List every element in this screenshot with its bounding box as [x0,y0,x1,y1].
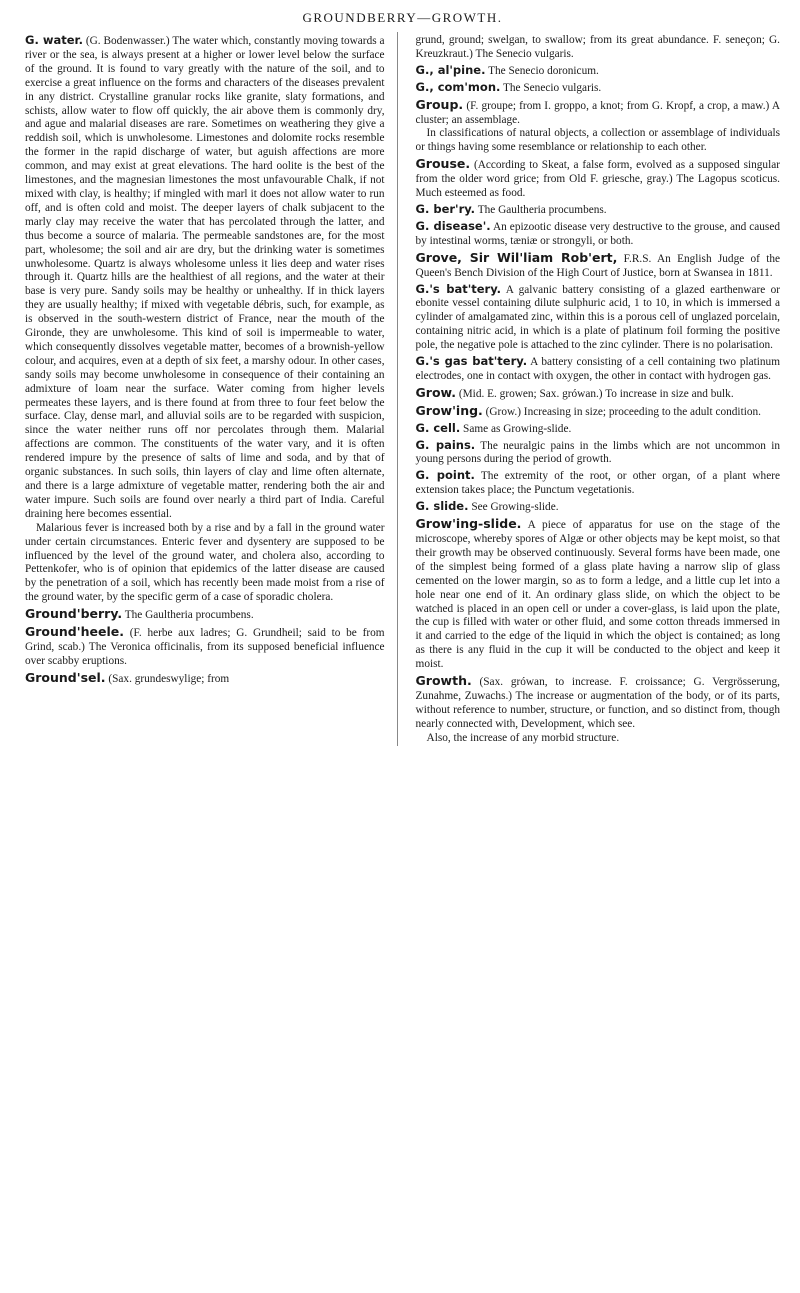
definition: (Sax. grówan, to increase. F. croissance; G. Vergrösserung, Zunahme, Zuwachs.) The increase or augmentation of the body, or of its parts, without reference to number, structure, or function, and so distinct from, though nearly connected with, Development, which see. [415,676,780,730]
definition: A piece of apparatus for use on the stage of the microscope, whereby spores of Algæ or other objects may be kept moist, so that their growth may be observed continuously. Several forms have been made, one of the simplest being formed of a glass plate having a narrow slip of glass cemented on the lower margin, so as to form a ledge, and a little cup let into a hole near one end of it. An ordinary glass slide, on which the object to be watched is placed in an open cell or under a cover-glass, is laid upon the plate, the cup is filled with water or other fluid, and some cotton threads immersed in it and carried to the edge of the liquid in which the object is contained; as long as there is any fluid in the cup it will be conducted to the object and keep it moist. [415,519,780,671]
definition: A galvanic battery consisting of a glazed earthenware or ebonite vessel containing dilute sulphuric acid, 1 to 10, in which is immersed a cylinder of amalgamated zinc, within this is a porous cell of unglazed porcelain, containing nitric acid, in which is a plate of platinum foil forming the positive pole, the negative pole is attached to the zinc cylinder. There is no polarisation. [415,283,781,352]
headword: Growth. [415,673,472,689]
right-column [416,32,780,746]
headword: Grouse. [415,156,471,172]
two-column-body [25,32,780,746]
headword: Grow. [415,384,457,400]
running-head: GROUNDBERRY—GROWTH. [302,10,503,25]
entry-groundsel [25,671,385,687]
paragraph: In classifications of natural objects, a collection or assemblage of individuals or things having some resemblance or relationship to each other. [415,127,780,154]
definition: (G. Bodenwasser.) The water which, constantly moving towards a river or the sea, is always present at a higher or lower level below the surface of the ground. It is found to vary greatly with the nature of the soil, and to exercise a great influence on the forms and characters of the diseases prevalent in any district. Crystalline granular rocks like granite, slaty formations, and schists, allow water to flow off quickly, the air above them is commonly dry, and ague and malarial diseases are rare. Sometimes on weathering they give a reddish soil, which is unwholesome. Limestones and dolomite rocks resemble the former in the rapid discharge of water, but aguish affections are more common, and may exist at great elevations. The hard oolite is the best of the limestones, and the magnesian limestones the most unfavourable Chalk, if not mixed with clay, is healthy; if mingled with marl it does not allow water to run off, and is often cold and moist. The deeper layers of chalk subjacent to the marly clay may receive the water that has percolated through the latter, and thus become a source of malaria. The permeable sandstones are, for the most part, wholesome; the soil and air are dry, but the drinking water is sometimes unwholesome. Quartz is always wholesome unless it lies deep and water rises through it. Quartz hills are the healthiest of all regions, and the water at their base is very pure. Sandy soils may be healthy or unhealthy. If in thick layers they are usually healthy; if mixed with vegetable débris, such, for example, as is observed in the south-western district of France, near the mouth of the Gironde, they are unwholesome. This kind of soil is impermeable to water, which consequently dissolves vegetable matter, becomes of a brownish-yellow colour, and acquires, even at a depth of six feet, a marshy odour. In other cases, sandy soils may become unwholesome in consequence of their containing an admixture of loam near the surface. Water coming from higher levels permeates these layers, and is there found at from three to four feet below the surface. Clay, dense marl, and alluvial soils are to be regarded with suspicion, since the water neither runs off nor percolates through them. Malarial affections are common. The constituents of the water vary, and it is often rendered impure by the presence of salts of lime and soda, and by that of organic substances. In such soils, thin layers of clay and lime often alternate, and there is a large admixture of vegetable matter, rendering both the air and water impure. Such soils are found over nearly a third part of India. Careful draining here becomes essential. [25,35,385,520]
entry-groundsel-alpine [416,64,780,79]
entry-groundsel-continued [416,34,780,62]
definition: (Grow.) Increasing in size; proceeding to the adult condition. [485,405,761,418]
definition: (F. herbe aux ladres; G. Grundheil; said to be from Grind, scab.) The Veronica officinalis, from its supposed beneficial influence over scabby eruptions. [25,627,385,667]
headword: G., al'pine. [415,62,486,77]
entry-groundberry [25,607,385,623]
definition: The extremity of the root, or other organ, of a plant where extension takes place; the Punctum vegetationis. [415,470,780,497]
headword: Grow'ing. [415,402,483,418]
headword: Ground'berry. [25,606,123,622]
entry-groundheele [25,625,385,669]
headword: G. ber'ry. [415,201,476,216]
paragraph: Also, the increase of any morbid structure. [426,731,620,744]
definition: The Senecio doronicum. [488,64,599,77]
headword: G. point. [415,468,475,483]
definition: An epizootic disease very destructive to the grouse, and caused by intestinal worms, tæniæ or strongyli, or both. [415,220,780,247]
headword: G. slide. [415,499,469,514]
paragraph: Malarious fever is increased both by a rise and by a fall in the ground water under certain circumstances. Enteric fever and dysentery are supposed to be influenced by the level of the ground water, and cholera also, according to Pettenkofer, who is of opinion that epidemics of the latter disease are caused by the penetration of a soil, which has recently been made moist from a rise of the ground water, by the specific germ of a case of sporadic cholera. [25,521,385,604]
headword: G. disease'. [415,218,491,233]
entry-growing-slide-ref [416,500,780,515]
entry-groves-battery [416,283,780,354]
entry-growing-pains [416,439,780,468]
headword: G., com'mon. [415,79,501,94]
headword: G.'s gas bat'tery. [415,354,528,369]
headword: Grow'ing-slide. [415,516,522,532]
definition: The Gaultheria procumbens. [477,203,607,216]
entry-grouse-berry [416,203,780,218]
headword: Grove, Sir Wil'liam Rob'ert, [415,249,618,265]
headword: G. water. [25,33,83,47]
definition: (F. groupe; from I. groppo, a knot; from G. Kropf, a crop, a maw.) A cluster; an assemblage. [415,99,780,126]
definition: (Sax. grundeswylige; from [108,672,230,685]
entry-growth [416,674,780,732]
entry-grow [416,386,780,402]
headword: G. pains. [415,437,476,452]
entry-groves-gas-battery [416,355,780,384]
definition: See Growing-slide. [471,501,559,514]
definition: (Mid. E. growen; Sax. grówan.) To increase in size and bulk. [458,387,734,400]
definition: (According to Skeat, a false form, evolved as a supposed singular from the older word grice; from Old F. griesche, gray.) The Lagopus scoticus. Much esteemed as food. [415,159,780,200]
entry-grove [416,251,780,281]
left-column [25,32,398,746]
entry-growing-slide [416,517,780,672]
entry-grouse [416,157,780,201]
entry-group [416,98,780,128]
definition: The Gaultheria procumbens. [124,609,254,622]
entry-growing-cell [416,422,780,437]
entry-growing [416,404,780,420]
headword: Group. [415,96,464,112]
headword: G.'s bat'tery. [415,281,502,296]
headword: Ground'sel. [25,669,106,685]
entry-growing-point [416,469,780,498]
definition: grund, ground; swelgan, to swallow; from its great abundance. F. seneçon; G. Kreuzkraut.) The Senecio vulgaris. [415,34,780,60]
definition: The neuralgic pains in the limbs which are not uncommon in young persons during the period of growth. [415,439,780,466]
entry-groundsel-common [416,81,780,96]
definition: F.R.S. An English Judge of the Queen's Bench Division of the High Court of Justice, born at Swansea in 1811. [415,252,780,279]
headword: Ground'heele. [25,624,124,640]
headword: G. cell. [415,420,461,435]
definition: A battery consisting of a cell containing two platinum electrodes, one in contact with oxygen, the other in contact with hydrogen gas. [415,356,780,382]
entry-ground-water [25,34,385,522]
definition: The Senecio vulgaris. [503,81,602,94]
definition: Same as Growing-slide. [463,422,572,435]
entry-grouse-disease [416,220,780,249]
